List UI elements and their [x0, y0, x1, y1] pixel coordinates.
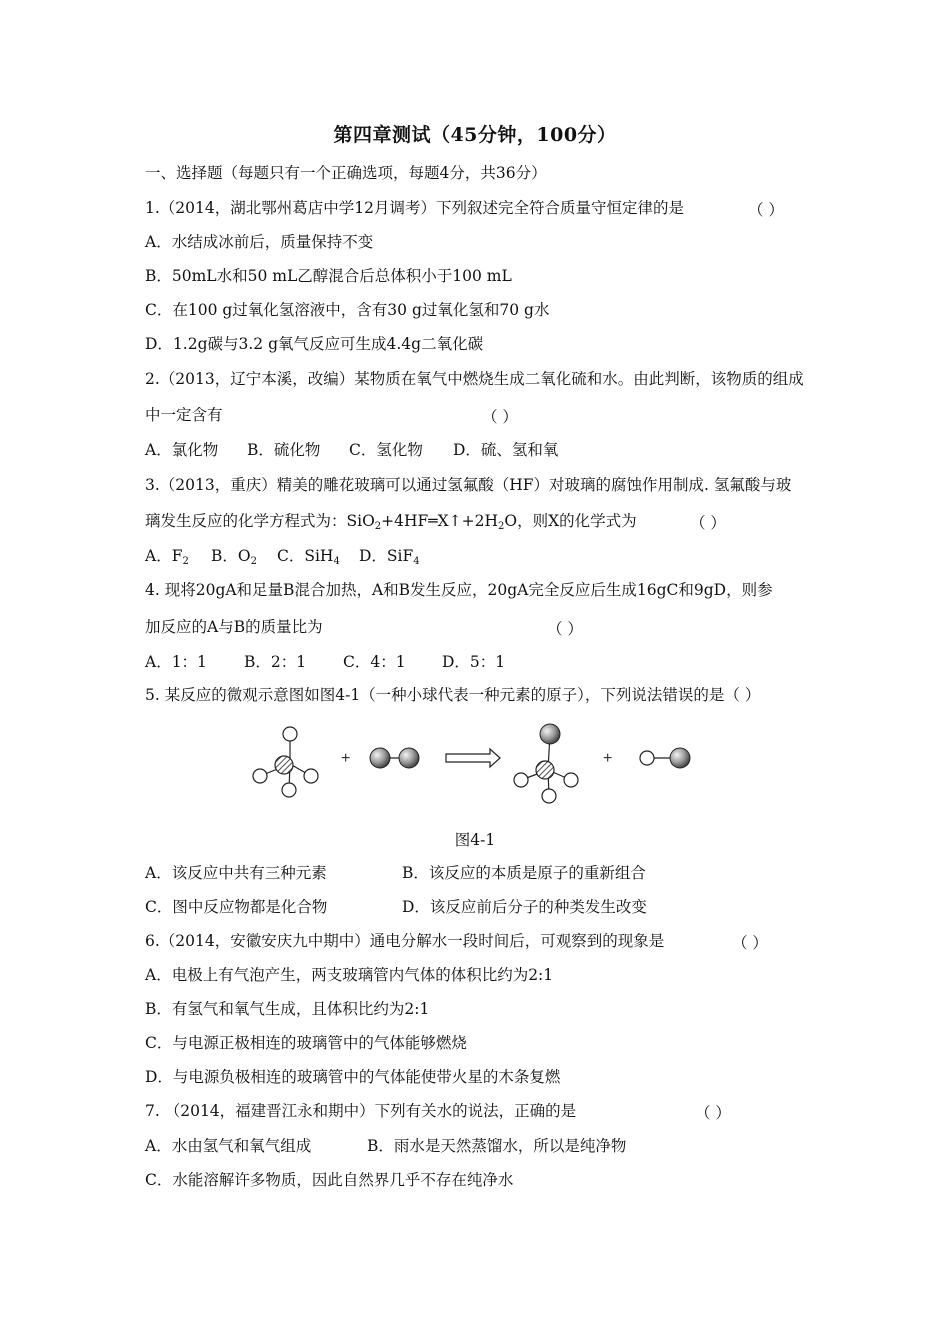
question-4-answer-blank: （ ） — [547, 620, 583, 638]
reactant-molecule-2 — [370, 748, 419, 768]
question-3-option-b: B．$O_2$ — [211, 547, 257, 567]
question-5-stem: 5. 某反应的微观示意图如图4-1（一种小球代表一种元素的原子），下列说法错误的是（ ） — [145, 686, 761, 704]
question-1-option-b: B．50mL水和50 mL乙醇混合后总体积小于100 mL — [145, 267, 512, 285]
question-2-options — [145, 440, 558, 460]
question-7-stem: 7. （2014，福建晋江永和期中）下列有关水的说法，正确的是 — [145, 1102, 577, 1120]
question-4-options — [145, 652, 505, 672]
question-7-option-b: B．雨水是天然蒸馏水，所以是纯净物 — [367, 1137, 627, 1155]
question-6-option-a: A．电极上有气泡产生，两支玻璃管内气体的体积比约为2:1 — [145, 966, 554, 984]
question-6-option-b: B．有氢气和氧气生成，且体积比约为2:1 — [145, 1000, 430, 1018]
question-3-option-d: D．SiF$_4$ — [359, 547, 420, 567]
question-7-answer-blank: （ ） — [695, 1104, 731, 1122]
question-1-option-d: D．1.2g碳与3.2 g氧气反应可生成4.4g二氧化碳 — [145, 335, 484, 353]
question-5-options-row1 — [145, 863, 646, 883]
question-3-option-a: A．$F_2$ — [145, 547, 189, 567]
reactant-molecule-1 — [253, 727, 318, 797]
question-5-option-a: A．该反应中共有三种元素 — [145, 864, 327, 882]
question-1-option-a: A．水结成冰前后，质量保持不变 — [145, 233, 374, 251]
figure-caption: 图4-1 — [454, 831, 496, 849]
question-6-stem: 6.（2014，安徽安庆九中期中）通电分解水一段时间后，可观察到的现象是 — [145, 932, 665, 950]
page-title: 第四章测试（45分钟，100分） — [333, 124, 617, 146]
question-3-answer-blank: （ ） — [690, 514, 726, 532]
question-3-stem-line1: 3.（2013，重庆）精美的雕花玻璃可以通过氢氟酸（HF）对玻璃的腐蚀作用制成. 氢氟酸与玻 — [145, 476, 792, 494]
question-3-options — [145, 546, 420, 572]
question-5-options-row2 — [145, 897, 647, 917]
question-5-option-b: B．该反应的本质是原子的重新组合 — [402, 864, 646, 882]
question-7-option-a: A．水由氢气和氧气组成 — [145, 1137, 312, 1155]
reaction-micro-diagram — [240, 718, 710, 810]
question-4-option-b: B．2：1 — [244, 653, 307, 671]
question-4-option-c: C．4：1 — [343, 653, 406, 671]
question-6-answer-blank: （ ） — [732, 934, 768, 952]
question-5-option-d: D．该反应前后分子的种类发生改变 — [402, 898, 647, 916]
plus-sign-2: + — [603, 750, 613, 767]
question-4-stem-line1: 4. 现将20gA和足量B混合加热，A和B发生反应，20gA完全反应后生成16gC和9gD，则参 — [145, 581, 773, 599]
question-2-stem-line1: 2.（2013，辽宁本溪，改编）某物质在氧气中燃烧生成二氧化硫和水。由此判断，该物质的组成 — [145, 370, 804, 388]
question-3-stem-line2: 璃发生反应的化学方程式为：$SiO_2+4HF═X↑+2H_2O$，则X的化学式为 — [145, 512, 637, 532]
question-1-answer-blank: （ ） — [748, 201, 784, 219]
question-5-option-c: C．图中反应物都是化合物 — [145, 898, 328, 916]
question-7-options-row1 — [145, 1136, 626, 1156]
question-7-option-c: C．水能溶解许多物质，因此自然界几乎不存在纯净水 — [145, 1171, 514, 1189]
question-2-answer-blank: （ ） — [482, 408, 518, 426]
question-2-option-c: C．氢化物 — [349, 441, 423, 459]
question-2-stem-line2: 中一定含有 — [145, 406, 223, 424]
question-4-option-d: D．5：1 — [442, 653, 506, 671]
question-6-option-d: D．与电源负极相连的玻璃管中的气体能使带火星的木条复燃 — [145, 1068, 561, 1086]
plus-sign-1: + — [341, 750, 351, 767]
question-4-option-a: A．1：1 — [145, 653, 207, 671]
question-1-stem: 1.（2014，湖北鄂州葛店中学12月调考）下列叙述完全符合质量守恒定律的是 — [145, 199, 684, 217]
question-2-option-d: D．硫、氢和氧 — [453, 441, 559, 459]
question-4-stem-line2: 加反应的A与B的质量比为 — [145, 618, 323, 636]
question-2-option-b: B．硫化物 — [247, 441, 321, 459]
section-heading: 一、选择题（每题只有一个正确选项，每题4分，共36分） — [145, 164, 547, 182]
reaction-arrow-icon — [446, 749, 500, 767]
question-6-option-c: C．与电源正极相连的玻璃管中的气体能够燃烧 — [145, 1034, 467, 1052]
product-molecule-1 — [514, 724, 578, 803]
question-1-option-c: C．在100 g过氧化氢溶液中，含有30 g过氧化氢和70 g水 — [145, 301, 550, 319]
question-2-option-a: A．氯化物 — [145, 441, 219, 459]
product-molecule-2 — [640, 748, 690, 768]
question-3-option-c: C．SiH$_4$ — [277, 547, 340, 567]
